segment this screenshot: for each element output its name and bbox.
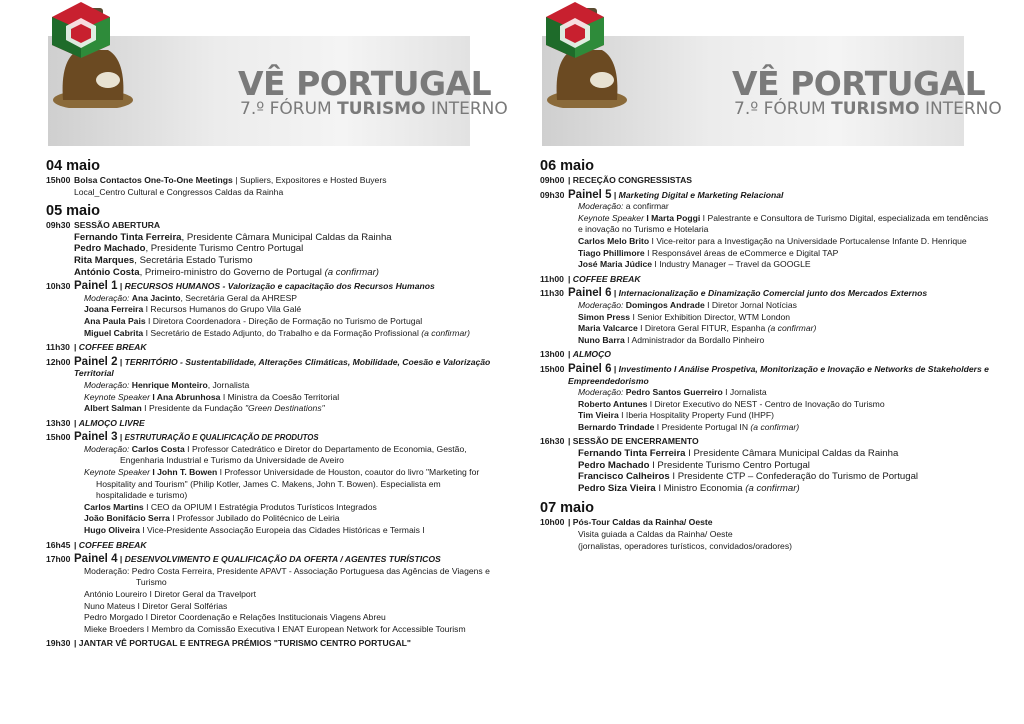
schedule-item: 09h00 | RECEÇÃO CONGRESSISTAS — [540, 175, 693, 185]
schedule-item: 15h00 Painel 6 | Investimento I Análise Prospetiva, Monitorização e Inovação e Networks de Stakeholders e Empreendedorismo Moderação: Pedro Santos Guerreiro I Jornalista Roberto Antunes I Diretor Executivo do NEST - Centro de Inovação do Turismo Tim Vieira I Iberia Hospitality Property Fund (IHPF) Bernardo Trindade I Presidente Portugal IN (a confirmar) — [540, 362, 989, 432]
schedule-item: 13h00 | ALMOÇO — [540, 349, 611, 360]
brand-title: VÊ PORTUGAL — [732, 64, 986, 103]
schedule-item: 11h30 Painel 6 | Internacionalização e Dinamização Comercial junto dos Mercados Externos Moderação: Domingos Andrade I Diretor Jornal Notícias Simon Press I Senior Exhibition Director, WTM London Maria Valcarce I Diretora Geral FITUR, Espanha (a confirmar) Nuno Barra I Administrador da Bordallo Pinheiro — [540, 287, 928, 345]
day-heading: 04 maio — [46, 158, 100, 174]
schedule-item: 19h30 | JANTAR VÊ PORTUGAL E ENTREGA PRÉMIOS "TURISMO CENTRO PORTUGAL" — [46, 638, 411, 649]
brand-title: VÊ PORTUGAL — [238, 64, 492, 103]
schedule-item: 16h45 | COFFEE BREAK — [46, 539, 147, 550]
schedule-item: 10h30 Painel 1 | RECURSOS HUMANOS - Valorização e capacitação dos Recursos Humanos Moderação: Ana Jacinto, Secretária Geral da AHRESP Joana Ferreira I Recursos Humanos do Grupo Vila Galé Ana Paula Pais I Diretora Coordenadora - Direção de Formação no Turismo de Portugal Miguel Cabrita I Secretário de Estado Adjunto, do Trabalho e da Formação Profissional (a confirmar) — [46, 280, 470, 338]
brand-subtitle: 7.º FÓRUM TURISMO INTERNO — [734, 99, 1002, 119]
day-07-section — [540, 500, 1020, 552]
schedule-item: 11h00 | COFFEE BREAK — [540, 273, 641, 284]
brand-subtitle: 7.º FÓRUM TURISMO INTERNO — [240, 99, 508, 119]
day-04-section — [46, 158, 526, 198]
schedule-item: 09h30 Painel 5 | Marketing Digital e Marketing Relacional Moderação: a confirmar Keynote Speaker I Marta Poggi I Palestrante e Consultora de Turismo Digital, especializada em tendências e inovação no Turismo e Hotelaria Carlos Melo Brito I Vice-reitor para a Investigação na Universidade Portucalense Infante D. Henrique Tiago Phillimore I Responsável áreas de eCommerce e Digital TAP José Maria Júdice I Industry Manager – Travel da GOOGLE — [540, 188, 989, 270]
schedule-item: 09h30 SESSÃO ABERTURA Fernando Tinta Ferreira, Presidente Câmara Municipal Caldas da Rainha Pedro Machado, Presidente Turismo Centro Portugal Rita Marques, Secretária Estado Turismo António Costa, Primeiro-ministro do Governo de Portugal (a confirmar) — [46, 220, 392, 278]
schedule-item: 16h30 | SESSÃO DE ENCERRAMENTO Fernando Tinta Ferreira I Presidente Câmara Municipal Caldas da Rainha Pedro Machado I Presidente Turismo Centro Portugal Francisco Calheiros I Presidente CTP – Confederação do Turismo de Portugal Pedro Siza Vieira I Ministro Economia (a confirmar) — [540, 436, 919, 494]
forum-logo-icon — [48, 0, 114, 60]
day-06-section — [540, 158, 1020, 494]
event-banner — [542, 0, 1002, 148]
schedule-item: 15h00 Painel 3 | ESTRUTURAÇÃO E QUALIFICAÇÃO DE PRODUTOS Moderação: Carlos Costa I Professor Catedrático e Diretor do Departamento de Economia, Gestão, Engenharia Industrial e Turismo da Universidade de Aveiro Keynote Speaker I John T. Bowen I Professor Universidade de Houston, coautor do livro "Marketing for Hospitality and Tourism" (Philip Kotler, James C. Makens, John T. Bowen). Especialista em hospitalidade e turismo) Carlos Martins I CEO da OPIUM I Estratégia Produtos Turísticos Integrados João Bonifácio Serra I Professor Jubilado do Politécnico de Leiria Hugo Oliveira I Vice-Presidente Associação Europeia das Cidades Históricas e Termais I — [46, 431, 480, 536]
day-heading: 05 maio — [46, 203, 100, 220]
schedule-item: 15h00 Bolsa Contactos One-To-One Meetings | Supliers, Expositores e Hosted Buyers Local_Centro Cultural e Congressos Caldas da Rainha — [46, 175, 387, 197]
forum-logo-icon — [542, 0, 608, 60]
schedule-item: 10h00 | Pós-Tour Caldas da Rainha/ Oeste Visita guiada a Caldas da Rainha/ Oeste (jornalistas, operadores turísticos, convidados/oradores) — [540, 517, 792, 551]
event-banner — [48, 0, 508, 148]
schedule-item: 17h00 Painel 4 | DESENVOLVIMENTO E QUALIFICAÇÃO DA OFERTA / AGENTES TURÍSTICOS Moderação: Pedro Costa Ferreira, Presidente APAVT - Associação Portuguesa das Agências de Viagens e Turismo António Loureiro I Diretor Geral da Travelport Nuno Mateus I Diretor Geral Solférias Pedro Morgado I Diretor Coordenação e Relações Institucionais Viagens Abreu Mieke Broeders I Membro da Comissão Executiva I ENAT European Network for Accessible Tourism — [46, 553, 490, 634]
program-right-column — [540, 0, 1020, 552]
schedule-item: 13h30 | ALMOÇO LIVRE — [46, 417, 145, 428]
schedule-item: 11h30 | COFFEE BREAK — [46, 342, 147, 353]
day-heading: 06 maio — [540, 158, 594, 174]
day-heading: 07 maio — [540, 500, 594, 517]
schedule-item: 12h00 Painel 2 | TERRITÓRIO - Sustentabilidade, Alterações Climáticas, Mobilidade, Coesão e Valorização Territorial Moderação: Henrique Monteiro, Jornalista Keynote Speaker I Ana Abrunhosa I Ministra da Coesão Territorial Albert Salman I Presidente da Fundação "Green Destinations" — [46, 355, 491, 414]
program-left-column — [46, 0, 526, 650]
day-05-section — [46, 203, 526, 650]
